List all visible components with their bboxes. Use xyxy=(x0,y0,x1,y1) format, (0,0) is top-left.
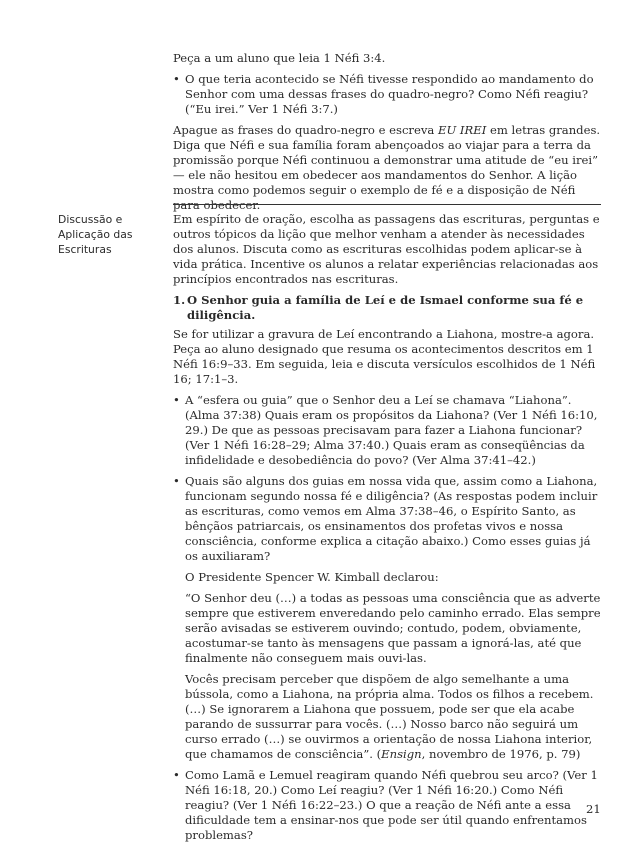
bullet-text: Como Lamã e Lemuel reagiram quando Néfi quebrou seu arco? (Ver 1 Néfi 16:18, 20.) Como Leí reagiu? (Ver 1 Néfi 16:20.) Como Néfi reagiu? (Ver 1 Néfi 16:22–23.) O que a reação de Néfi ante a essa dificuldade tem a ensinar-nos que pode ser útil quando enfrentamos problemas? xyxy=(185,768,598,842)
top-block xyxy=(173,51,601,219)
bullet-question-liahona xyxy=(173,393,601,468)
section-divider xyxy=(173,204,601,205)
discussion-block xyxy=(173,212,601,849)
sidebar-line-1: Discussão e xyxy=(58,213,123,226)
eu-irei-emphasis: EU IREI xyxy=(438,123,487,137)
intro-instruction: Peça a um aluno que leia 1 Néfi 3:4. xyxy=(173,51,386,65)
bullet-dot: • xyxy=(173,768,180,782)
sidebar-line-3: Escrituras xyxy=(58,243,112,256)
bullet-question-guides xyxy=(173,474,601,564)
sidebar-line-2: Aplicação das xyxy=(58,228,133,241)
section-intro: Em espírito de oração, escolha as passagens das escrituras, perguntas e outros tópicos da lição que melhor venham a atender às necessidades dos alunos. Discuta como as escrituras escolhidas podem aplicar-se à vida prática. Incentive os alunos a relatar experiências relacionadas aos princípios encontrados nas escrituras. xyxy=(173,212,600,286)
bullet-text: O que teria acontecido se Néfi tivesse respondido ao mandamento do Senhor com uma dessas frases do quadro-negro? Como Néfi reagiu? (“Eu irei.” Ver 1 Néfi 3:7.) xyxy=(185,72,594,116)
bullet-dot: • xyxy=(173,393,180,407)
numbered-heading xyxy=(173,293,601,323)
ensign-title: Ensign xyxy=(381,747,422,761)
bullet-text: A “esfera ou guia” que o Senhor deu a Leí se chamava “Liahona”. (Alma 37:38) Quais eram os propósitos da Liahona? (Ver 1 Néfi 16:10, 29.) De que as pessoas precisavam para fazer a Liahona funcionar? (Ver 1 Néfi 16:28–29; Alma 37:40.) Quais eram as conseqüências da infidelidade e desobediência do povo? (Ver Alma 37:41–42.) xyxy=(185,393,598,467)
bullet-question-1 xyxy=(173,72,601,117)
quote-attribution: O Presidente Spencer W. Kimball declarou: xyxy=(185,570,439,584)
heading-text: O Senhor guia a família de Leí e de Ismael conforme sua fé e diligência. xyxy=(187,293,584,322)
bullet-dot: • xyxy=(173,72,180,86)
bullet-question-broken-bow xyxy=(173,768,601,843)
bullet-text: Quais são alguns dos guias em nossa vida que, assim como a Liahona, funcionam segundo nossa fé e diligência? (As respostas podem incluir as escrituras, como vemos em Alma 37:38–46, o Espírito Santo, as bênçãos patriarcais, os ensinamentos dos profetas vivos e nossa consciência, conforme explica a citação abaixo.) Como esses guias já os auxiliaram? xyxy=(185,474,598,563)
erase-board-paragraph: Apague as frases do quadro-negro e escreva EU IREI em letras grandes. Diga que Néfi e sua família foram abençoados ao viajar para a terra da promissão porque Néfi continuou a demonstrar uma atitude de “eu irei” — ele não hesitou em obedecer aos mandamentos do Senhor. A lição mostra como podemos seguir o exemplo de fé e a disposição de Néfi para obedecer. xyxy=(173,123,601,212)
sidebar-section-label xyxy=(58,212,158,257)
page-number: 21 xyxy=(586,802,601,816)
heading-number: 1. xyxy=(173,293,186,307)
quote-paragraph-1: “O Senhor deu (…) a todas as pessoas uma consciência que as adverte sempre que estiverem enveredando pelo caminho errado. Elas sempre serão avisadas se estiverem ouvindo; contudo, podem, obviamente, acostumar-se tanto às mensagens que passam a ignorá-las, até que finalmente não conseguem mais ouvi-las. xyxy=(185,591,601,665)
bullet-dot: • xyxy=(173,474,180,488)
liahona-picture-paragraph: Se for utilizar a gravura de Leí encontrando a Liahona, mostre-a agora. Peça ao aluno designado que resuma os acontecimentos descritos em 1 Néfi 16:9–33. Em seguida, leia e discuta versículos escolhidos de 1 Néfi 16; 17:1–3. xyxy=(173,327,596,386)
quote-paragraph-2: Vocês precisam perceber que dispõem de algo semelhante a uma bússola, como a Liahona, na própria alma. Todos os filhos a recebem. (…) Se ignorarem a Liahona que possuem, pode ser que ela acabe parando de sussurrar para vocês. (…) Nosso barco não seguirá um curso errado (…) se ouvirmos a orientação de nossa Liahona interior, que chamamos de consciência”. (Ensign, novembro de 1976, p. 79) xyxy=(185,672,594,761)
